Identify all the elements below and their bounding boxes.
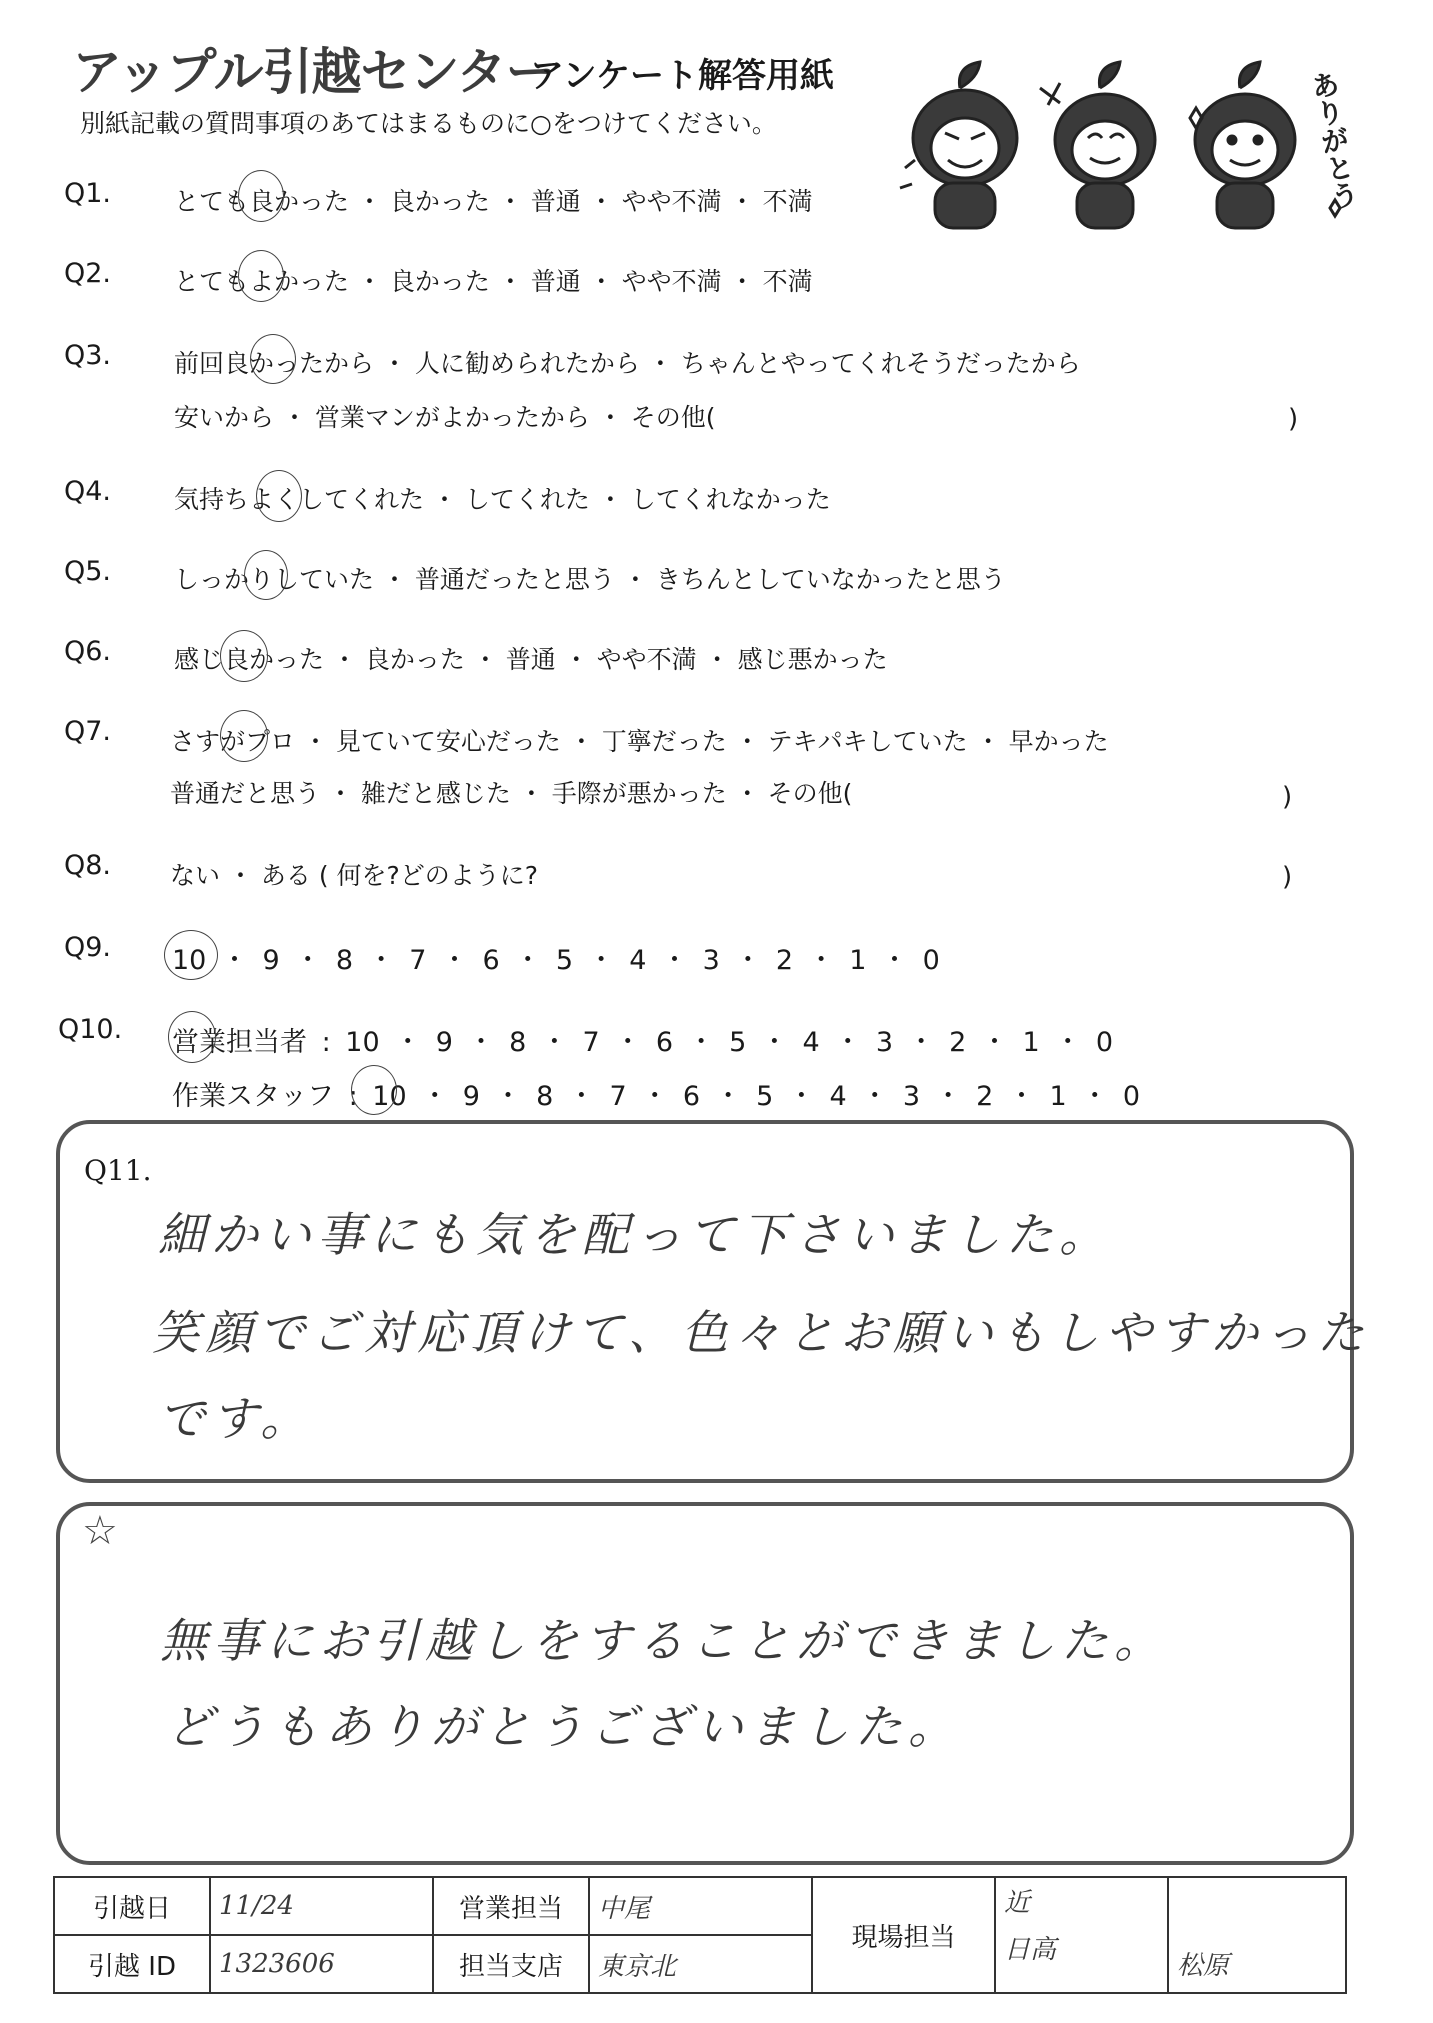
move-date-value: 11/24 — [210, 1877, 433, 1935]
answer-circle — [351, 1065, 397, 1115]
branch-label: 担当支店 — [433, 1935, 589, 1993]
question-label: Q4. — [64, 476, 112, 507]
question-label: Q10. — [58, 1014, 123, 1045]
question-options: 前回良かったから ・ 人に勧められたから ・ ちゃんとやってくれそうだったから — [174, 349, 1081, 378]
answer-circle — [250, 334, 296, 384]
move-id-label: 引越 ID — [54, 1935, 210, 1993]
site-rep-name: 近 — [1004, 1888, 1031, 1918]
question-options: 営業担当者 : 10 ・ 9 ・ 8 ・ 7 ・ 6 ・ 5 ・ 4 ・ 3 ・ 2 ・ 1 ・ 0 — [172, 1027, 1114, 1058]
answer-circle — [220, 630, 268, 682]
question-options: しっかりしていた ・ 普通だったと思う ・ きちんとしていなかったと思う — [174, 565, 1006, 594]
question-label: Q1. — [64, 178, 112, 209]
company-name: アップル引越センター — [72, 43, 555, 101]
site-rep-name: 日高 — [1004, 1935, 1057, 1965]
answer-circle — [244, 550, 288, 600]
thanks-text: ありがとう — [1305, 68, 1362, 212]
footer-table — [53, 1876, 1347, 1994]
question-options: さすがプロ ・ 見ていて安心だった ・ 丁寧だった ・ テキパキしていた ・ 早かった — [170, 727, 1109, 756]
sales-rep-label: 営業担当 — [433, 1877, 589, 1935]
question-label: Q2. — [64, 258, 112, 289]
question-options: 気持ちよくしてくれた ・ してくれた ・ してくれなかった — [174, 485, 831, 514]
handwritten-comment-line: どうもありがとうございました。 — [166, 1700, 961, 1755]
star-icon: ☆ — [82, 1508, 118, 1554]
site-rep-value-2: 松原 — [1168, 1877, 1346, 1993]
mascot-illustration — [890, 48, 1360, 238]
branch-value: 東京北 — [589, 1935, 812, 1993]
close-paren: ) — [1282, 862, 1293, 892]
question-label: Q5. — [64, 556, 112, 587]
question-options: とても良かった ・ 良かった ・ 普通 ・ やや不満 ・ 不満 — [174, 187, 813, 216]
question-options: ない ・ ある ( 何を?どのように? — [170, 861, 539, 890]
answer-circle — [256, 470, 302, 522]
instruction-text: 別紙記載の質問事項のあてはまるものに○をつけてください。 — [80, 109, 777, 138]
move-date-label: 引越日 — [54, 1877, 210, 1935]
site-rep-label: 現場担当 — [812, 1877, 995, 1993]
handwritten-comment-line: 細かい事にも気を配って下さいました。 — [158, 1208, 1112, 1263]
question-label: Q6. — [64, 636, 112, 667]
move-id-value: 1323606 — [210, 1935, 433, 1993]
answer-circle — [220, 710, 268, 762]
handwritten-comment-line: 無事にお引越しをすることができました。 — [160, 1614, 1167, 1669]
comment-box-star — [56, 1502, 1354, 1865]
answer-circle — [164, 930, 218, 980]
answer-circle — [238, 170, 284, 222]
question-options: 安いから ・ 営業マンがよかったから ・ その他( — [174, 403, 716, 432]
comment-box-label: Q11. — [84, 1154, 152, 1187]
question-options: とてもよかった ・ 良かった ・ 普通 ・ やや不満 ・ 不満 — [174, 267, 813, 296]
handwritten-comment-line: です。 — [158, 1392, 314, 1447]
question-options: 感じ良かった ・ 良かった ・ 普通 ・ やや不満 ・ 感じ悪かった — [174, 645, 888, 674]
question-label: Q3. — [64, 340, 112, 371]
close-paren: ) — [1288, 404, 1299, 434]
question-label: Q8. — [64, 850, 112, 881]
question-options: 普通だと思う ・ 雑だと感じた ・ 手際が悪かった ・ その他( — [170, 779, 853, 808]
question-options: 作業スタッフ : 10 ・ 9 ・ 8 ・ 7 ・ 6 ・ 5 ・ 4 ・ 3 ・ 2 ・ 1 ・ 0 — [172, 1081, 1141, 1112]
form-title: アンケート解答用紙 — [530, 56, 834, 96]
handwritten-comment-line: 笑顔でご対応頂けて、色々とお願いもしやすかった — [152, 1306, 1371, 1361]
site-rep-value-1 — [995, 1877, 1168, 1993]
answer-circle — [168, 1011, 216, 1063]
question-label: Q7. — [64, 716, 112, 747]
sales-rep-value: 中尾 — [589, 1877, 812, 1935]
close-paren: ) — [1282, 782, 1293, 812]
question-label: Q9. — [64, 932, 112, 963]
answer-circle — [238, 250, 284, 302]
question-options: 10 ・ 9 ・ 8 ・ 7 ・ 6 ・ 5 ・ 4 ・ 3 ・ 2 ・ 1 ・ 0 — [172, 945, 940, 976]
